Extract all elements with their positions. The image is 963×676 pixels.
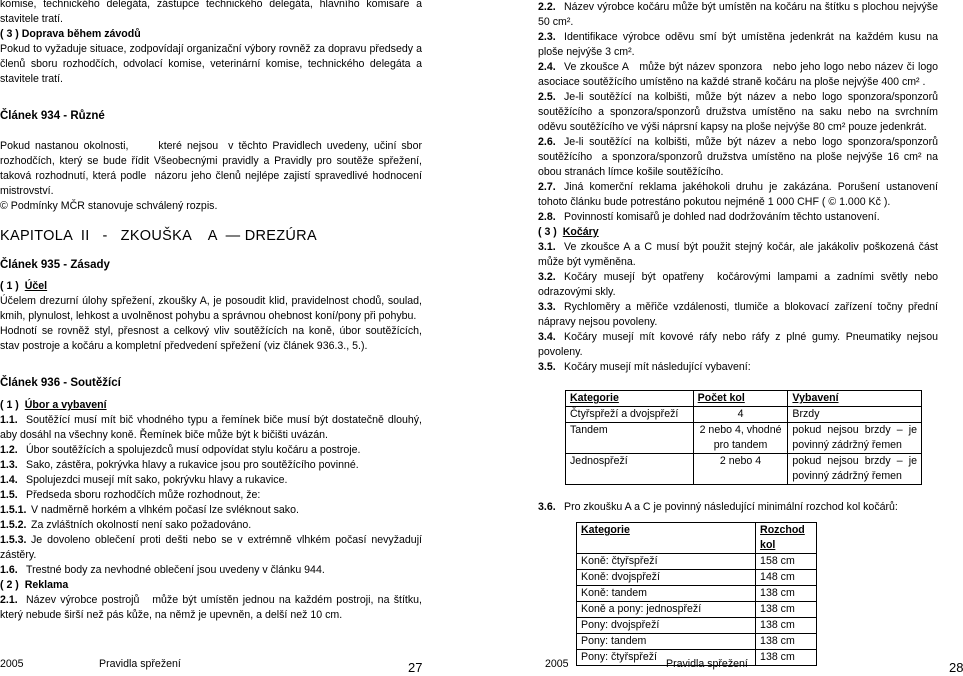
footer-year: 2005: [0, 658, 24, 670]
item-text: Jiná komerční reklama jakéhokoli druhu je zakázána. Porušení ustanovení tohoto článku bude potrestáno pokutou nejméně 1 000 CHF ( © 1.000 Kč ).: [538, 181, 941, 208]
footer-year: 2005: [545, 658, 569, 670]
table-cell: Jednospřeží: [566, 454, 694, 485]
item-number: 3.6.: [538, 501, 556, 513]
right-page: [480, 0, 963, 676]
item-text: Je-li soutěžící na kolbišti, může být název a nebo logo sponzora/sponzorů soutěžícího a sponzora/sponzorů družstva umístěno na ploše nejvýše 16 cm² na obou stranách límce košile soutěžícího.: [538, 136, 941, 178]
item-number: 1.5.: [0, 489, 18, 501]
item-number: 3.3.: [538, 301, 556, 313]
table-cell: 148 cm: [756, 570, 817, 586]
item-number: 2.4.: [538, 61, 556, 73]
table-row: [566, 454, 922, 485]
article-936-items: [0, 413, 425, 578]
table-header-cell: Rozchod kol: [756, 523, 817, 554]
right-column: [538, 0, 941, 666]
table-header-row: [577, 523, 817, 554]
table-cell: Pony: tandem: [577, 634, 756, 650]
table-cell: Čtyřspřeží a dvojspřeží: [566, 407, 694, 423]
table-cell: Koně: dvojspřeží: [577, 570, 756, 586]
item-number: 3.4.: [538, 331, 556, 343]
item-text: Název výrobce kočáru může být umístěn na kočáru na štítku s plochou nejvýše 50 cm².: [538, 1, 941, 28]
item-number: 1.3.: [0, 459, 18, 471]
article-935-paragraph-1: Účelem drezurní úlohy spřežení, zkoušky A, je posoudit klid, pravidelnost chodů, soulad, kmih, plynulost, lehkost a uvolněnost pohybu a správnou ohebnost koní/pony při pohybu.: [0, 295, 422, 322]
list-item: [0, 488, 422, 503]
item-number: 2.2.: [538, 1, 556, 13]
table-cell: Brzdy: [788, 407, 922, 423]
list-item: [538, 90, 941, 135]
section-title: Úbor a vybavení: [24, 399, 107, 411]
item-number: 2.3.: [538, 31, 556, 43]
item-text: Za zvláštních okolností není sako požadováno.: [31, 519, 252, 531]
footer-title: Pravidla spřežení: [99, 658, 181, 670]
table-cell: 4: [693, 407, 788, 423]
list-item: [538, 330, 941, 360]
left-column: [0, 0, 425, 623]
item-number: 3.2.: [538, 271, 556, 283]
item-text: Rychloměry a měřiče vzdálenosti, tlumiče a blokovací zařízení točny přední nápravy nejsou povoleny.: [538, 301, 941, 328]
table-row: [577, 586, 817, 602]
section-3-body: Pokud to vyžaduje situace, zodpovídají organizační výbory rovněž za dopravu předsedy a členů sboru rozhodčích, odvolací komise, veterinární komise, technického delegáta a stavitele tratí.: [0, 43, 422, 85]
section-2-items: [538, 0, 941, 225]
table-cell: Pony: dvojspřeží: [577, 618, 756, 634]
table-cell: 2 nebo 4: [693, 454, 788, 485]
table-row: [566, 423, 922, 454]
table-header-cell: Kategorie: [566, 391, 694, 407]
article-935-paragraph-2: Hodnotí se rovněž styl, přesnost a celkový vliv soutěžících na koně, úbor soutěžících, stav postroje a kočáru a kompletní předvedení spřežení (viz článek 936.3., 5.).: [0, 325, 422, 352]
list-item: [538, 210, 938, 225]
list-item: [0, 518, 422, 533]
table-cell: 158 cm: [756, 554, 817, 570]
item-number: 3.5.: [538, 361, 556, 373]
item-number: 1.2.: [0, 444, 18, 456]
article-936-heading: Článek 936 - Soutěžící: [0, 377, 121, 389]
item-number: 1.1.: [0, 414, 18, 426]
table-row: [566, 407, 922, 423]
footer-title: Pravidla spřežení: [666, 658, 748, 670]
item-text: Identifikace výrobce oděvu smí být umístěna jedenkrát na každém kusu na ploše nejvýše 3 cm².: [538, 31, 941, 58]
list-item: [0, 563, 422, 578]
list-item: [538, 135, 941, 180]
section-3-items: [538, 240, 941, 375]
item-text: Spolujezdci musejí mít sako, pokrývku hlavy a rukavice.: [26, 474, 288, 486]
item-text: Sako, zástěra, pokrývka hlavy a rukavice jsou pro soutěžícího povinné.: [26, 459, 359, 471]
item-text: V nadměrně horkém a vlhkém počasí lze svléknout sako.: [31, 504, 299, 516]
list-item: [538, 240, 941, 270]
article-934-paragraph: Pokud nastanou okolnosti, které nejsou v těchto Pravidlech uvedeny, učiní sbor rozhodčích, který se bude řídit Všeobecnými pravidly a Pravidly pro soutěže spřežení, taková rozhodnutí, která podle názoru jeho členů nejlépe zajistí spravedlivé hodnocení mistrovství.: [0, 140, 425, 197]
item-text: Ve zkoušce A a C musí být použit stejný kočár, ale jakákoliv poškozená část může být vyměněna.: [538, 241, 941, 268]
section-number: ( 1 ): [0, 399, 19, 411]
section-title: Kočáry: [562, 226, 599, 238]
item-text: Název výrobce postrojů může být umístěn jednou na každém postroji, na štítku, který nebude širší než pás kůže, na němž je upevněn, a delší než 10 cm.: [0, 594, 425, 621]
list-item: [0, 593, 425, 623]
table-cell: Pony: čtyřspřeží: [577, 650, 756, 666]
item-number: 2.7.: [538, 181, 556, 193]
article-935-section-1: [0, 279, 422, 294]
table-row: [577, 602, 817, 618]
section-title: Účel: [24, 280, 48, 292]
article-936-section-1: [0, 398, 422, 413]
list-item: [0, 443, 422, 458]
item-text: Kočáry musejí být opatřeny kočárovými lampami a zadními světly nebo odrazovými skly.: [538, 271, 941, 298]
item-number: 2.5.: [538, 91, 556, 103]
table-cell: 138 cm: [756, 618, 817, 634]
wheel-track-table: [576, 522, 817, 666]
item-number: 3.1.: [538, 241, 556, 253]
list-item: [538, 60, 941, 90]
section-3-heading: [538, 225, 938, 240]
section-number: ( 2 ): [0, 579, 19, 591]
section-2-heading: [0, 578, 422, 593]
table-cell: Koně: čtyřspřeží: [577, 554, 756, 570]
section-title: Reklama: [24, 579, 69, 591]
section-number: ( 1 ): [0, 280, 19, 292]
table-cell: pokud nejsou brzdy – je povinný zádržný řemen: [788, 454, 922, 485]
page-number: 28: [949, 660, 963, 675]
list-item: [0, 533, 425, 563]
article-935-heading: Článek 935 - Zásady: [0, 259, 110, 271]
table-header-cell: Počet kol: [693, 391, 788, 407]
left-page: [0, 0, 480, 676]
paragraph-continued: komise, technického delegáta, zástupce technického delegáta, hlavního komisaře a stavitele tratí.: [0, 0, 422, 25]
table-cell: 138 cm: [756, 586, 817, 602]
table-cell: 138 cm: [756, 634, 817, 650]
item-number: 1.6.: [0, 564, 18, 576]
section-3-heading: ( 3 ) Doprava během závodů: [0, 28, 141, 40]
table-header-cell: Kategorie: [577, 523, 756, 554]
list-item: [538, 0, 941, 30]
list-item: [538, 180, 941, 210]
list-item: [0, 458, 422, 473]
table-row: [577, 570, 817, 586]
table-cell: pokud nejsou brzdy – je povinný zádržný řemen: [788, 423, 922, 454]
table-cell: Tandem: [566, 423, 694, 454]
article-934-heading: Článek 934 - Různé: [0, 110, 105, 122]
item-number: 2.8.: [538, 211, 556, 223]
item-text: Předseda sboru rozhodčích může rozhodnout, že:: [26, 489, 261, 501]
equipment-table: [565, 390, 922, 485]
article-934-note: © Podmínky MČR stanovuje schválený rozpis.: [0, 200, 218, 212]
list-item: [538, 300, 941, 330]
chapter-heading: KAPITOLA II - ZKOUŠKA A — DREZÚRA: [0, 228, 317, 244]
item-text: Kočáry musejí mít následující vybavení:: [564, 361, 751, 373]
item-text: Úbor soutěžících a spolujezdců musí odpovídat stylu kočáru a postroje.: [26, 444, 361, 456]
table-cell: 2 nebo 4, vhodné pro tandem: [693, 423, 788, 454]
table-row: [577, 554, 817, 570]
list-item: [538, 500, 938, 515]
list-item: [538, 30, 941, 60]
item-number: 1.4.: [0, 474, 18, 486]
item-number: 2.6.: [538, 136, 556, 148]
table-cell: Koně: tandem: [577, 586, 756, 602]
list-item: [538, 360, 938, 375]
item-number: 2.1.: [0, 594, 18, 606]
section-number: ( 3 ): [538, 226, 557, 238]
item-number: 1.5.3.: [0, 534, 27, 546]
list-item: [538, 270, 941, 300]
item-number: 1.5.1.: [0, 504, 27, 516]
table-header-cell: Vybavení: [788, 391, 922, 407]
table-row: [577, 634, 817, 650]
table-cell: 138 cm: [756, 650, 817, 666]
item-text: Kočáry musejí mít kovové ráfy nebo ráfy z plné gumy. Pneumatiky nejsou povoleny.: [538, 331, 941, 358]
table-cell: 138 cm: [756, 602, 817, 618]
item-text: Soutěžící musí mít bič vhodného typu a řemínek biče musí být dostatečně dlouhý, aby dosáhl na všechny koně. Řemínek biče může být k bičišti uvázán.: [0, 414, 425, 441]
list-item: [0, 473, 422, 488]
item-text: Pro zkoušku A a C je povinný následující minimální rozchod kol kočárů:: [564, 501, 898, 513]
item-number: 1.5.2.: [0, 519, 27, 531]
item-text: Povinností komisařů je dohled nad dodržováním těchto ustanovení.: [564, 211, 880, 223]
page-number: 27: [408, 660, 423, 675]
item-text: Trestné body za nevhodné oblečení jsou uvedeny v článku 944.: [26, 564, 325, 576]
list-item: [0, 503, 422, 518]
list-item: [0, 413, 425, 443]
item-text: Je dovoleno oblečení proti dešti nebo se v extrémně vlhkém počasí nevyžadují zástěry.: [0, 534, 425, 561]
table-cell: Koně a pony: jednospřeží: [577, 602, 756, 618]
item-text: Ve zkoušce A může být název sponzora nebo jeho logo nebo název či logo asociace soutěžícího umístěno na každé straně kočáru na ploše nejvýše 400 cm² .: [538, 61, 941, 88]
table-header-row: [566, 391, 922, 407]
item-text: Je-li soutěžící na kolbišti, může být název a nebo logo sponzora/sponzorů soutěžícího a sponzora/sponzorů družstva umístěno na saku nebo na svrchním oděvu soutěžícího ve výši náprsní kapsy na ploše nejvýše 80 cm² pouze jedenkrát.: [538, 91, 941, 133]
table-row: [577, 618, 817, 634]
